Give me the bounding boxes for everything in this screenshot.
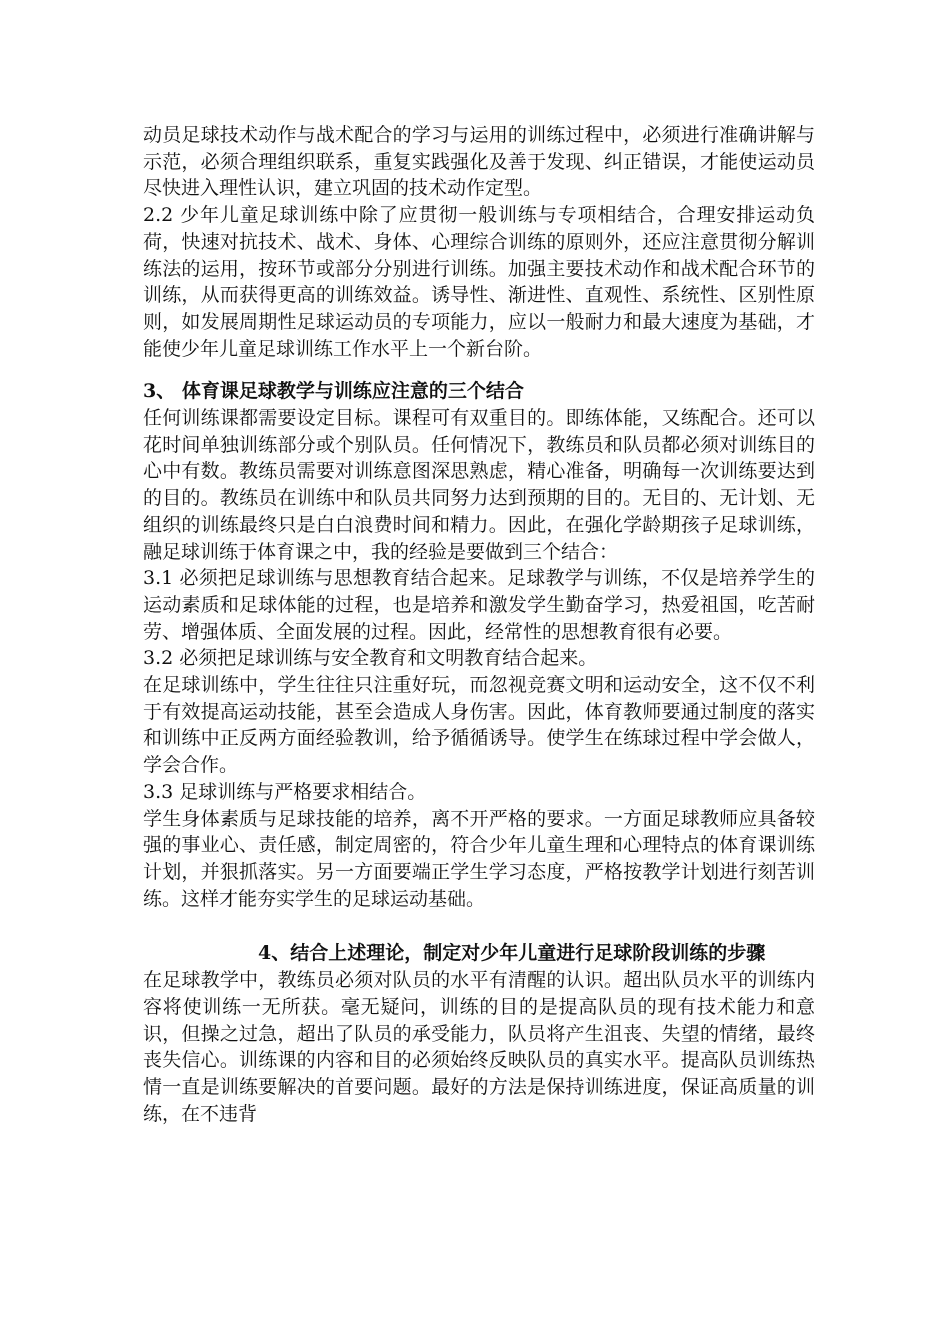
paragraph: 在足球训练中，学生往往只注重好玩，而忽视竞赛文明和运动安全，这不仅不利于有效提高运动技能，甚至会造成人身伤害。因此，体育教师要通过制度的落实和训练中正反两方面经验教训，给予循循诱导。使学生在练球过程中学会做人，学会合作。 (143, 674, 815, 777)
paragraph: 学生身体素质与足球技能的培养，离不开严格的要求。一方面足球教师应具备较强的事业心、责任感，制定周密的，符合少年儿童生理和心理特点的体育课训练计划，并狠抓落实。另一方面要端正学生学习态度，严格按教学计划进行刻苦训练。这样才能夯实学生的足球运动基础。 (143, 807, 815, 910)
paragraph: 在足球教学中，教练员必须对队员的水平有清醒的认识。超出队员水平的训练内容将使训练一无所获。毫无疑问，训练的目的是提高队员的现有技术能力和意识，但操之过急，超出了队员的承受能力，队员将产生沮丧、失望的情绪，最终丧失信心。训练课的内容和目的必须始终反映队员的真实水平。提高队员训练热情一直是训练要解决的首要问题。最好的方法是保持训练进度，保证高质量的训练，在不违背 (143, 969, 815, 1125)
paragraph: 动员足球技术动作与战术配合的学习与运用的训练过程中，必须进行准确讲解与示范，必须合理组织联系，重复实践强化及善于发现、纠正错误，才能使运动员尽快进入理性认识，建立巩固的技术动作定型。 (143, 124, 815, 200)
paragraph: 3.2 必须把足球训练与安全教育和文明教育结合起来。 (143, 647, 598, 670)
paragraph: 任何训练课都需要设定目标。课程可有双重目的。即练体能，又练配合。还可以花时间单独训练部分或个别队员。任何情况下，教练员和队员都必须对训练目的心中有数。教练员需要对训练意图深思熟虑，精心准备，明确每一次训练要达到的目的。教练员在训练中和队员共同努力达到预期的目的。无目的、无计划、无组织的训练最终只是白白浪费时间和精力。因此，在强化学龄期孩子足球训练，融足球训练于体育课之中，我的经验是要做到三个结合： (143, 407, 815, 563)
paragraph: 2.2 少年儿童足球训练中除了应贯彻一般训练与专项相结合，合理安排运动负荷，快速对抗技术、战术、身体、心理综合训练的原则外，还应注意贯彻分解训练法的运用，按环节或部分分别进行训练。加强主要技术动作和战术配合环节的训练，从而获得更高的训练效益。诱导性、渐进性、直观性、系统性、区别性原则，如发展周期性足球运动员的专项能力，应以一般耐力和最大速度为基础，才能使少年儿童足球训练工作水平上一个新台阶。 (143, 204, 815, 360)
paragraph: 3.1 必须把足球训练与思想教育结合起来。足球教学与训练，不仅是培养学生的运动素质和足球体能的过程，也是培养和激发学生勤奋学习，热爱祖国，吃苦耐劳、增强体质、全面发展的过程。因此，经常性的思想教育很有必要。 (143, 567, 815, 643)
section-heading-4: 4、结合上述理论，制定对少年儿童进行足球阶段训练的步骤 (258, 942, 766, 965)
paragraph: 3.3 足球训练与严格要求相结合。 (143, 780, 427, 803)
document-page (143, 122, 815, 1127)
section-heading-3: 3、 体育课足球教学与训练应注意的三个结合 (143, 380, 524, 403)
